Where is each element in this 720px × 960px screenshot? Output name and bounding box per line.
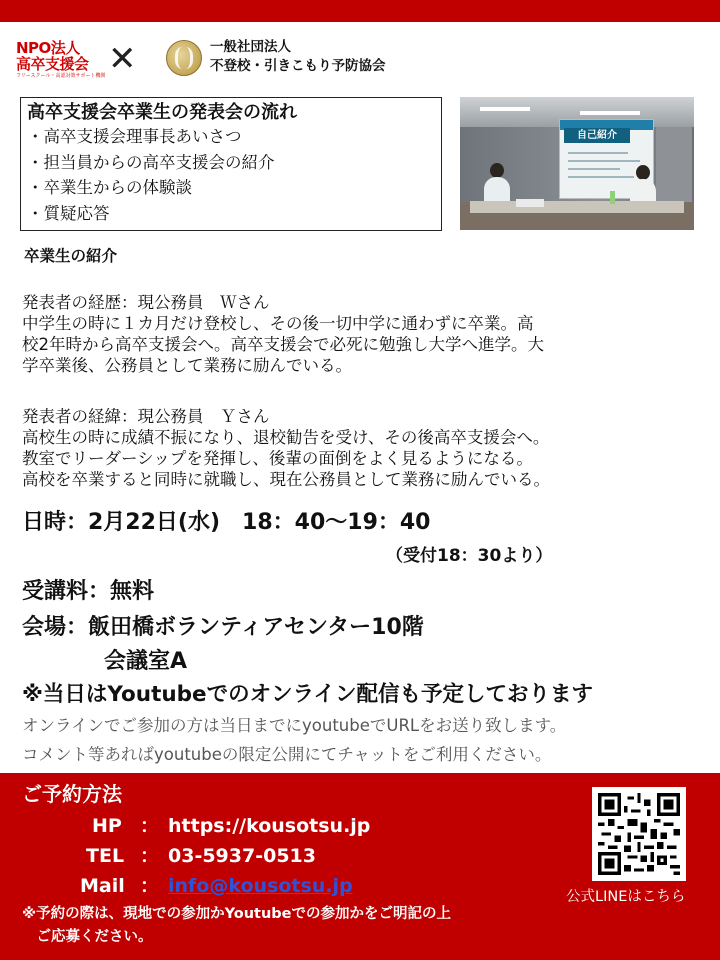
- online-note: オンラインでご参加の方は当日までにyoutubeでURLをお送り致します。: [22, 716, 567, 735]
- mail-colon: ：: [140, 875, 160, 897]
- npo-logo-line1: NPO法人: [16, 39, 80, 57]
- reservation-title: ご予約方法: [22, 782, 122, 806]
- association-seal-icon: [166, 40, 202, 76]
- flow-item: ・卒業生からの体験談: [27, 178, 192, 197]
- graduate-bio-w: [22, 292, 702, 376]
- tel-number[interactable]: 03-5937-0513: [168, 845, 316, 867]
- collaboration-cross-icon: ✕: [108, 39, 137, 79]
- association-name-line2: 不登校・引きこもり予防協会: [210, 58, 386, 74]
- npo-logo-sub: フリースクール・高認対策サポート機関: [16, 73, 106, 79]
- event-room: 会議室A: [104, 649, 188, 674]
- bio-title: 発表者の経緯：現公務員 Ｙさん: [22, 407, 270, 426]
- online-note: コメント等あればyoutubeの限定公開にてチャットをご利用ください。: [22, 745, 552, 764]
- online-notice: ※当日はYoutubeでのオンライン配信も予定しております: [22, 682, 593, 707]
- bio-line: 中学生の時に１カ月だけ登校し、その後一切中学に通わずに卒業。高: [22, 314, 534, 333]
- npo-logo: [16, 39, 106, 80]
- event-flow-title: 高卒支援会卒業生の発表会の流れ: [27, 102, 297, 123]
- bio-line: 教室でリーダーシップを発揮し、後輩の面倒をよく見るようになる。: [22, 449, 533, 468]
- presentation-photo: [460, 97, 694, 230]
- event-fee: 受講料：無料: [22, 579, 155, 604]
- graduates-heading: 卒業生の紹介: [24, 247, 118, 265]
- mail-link[interactable]: info@kousotsu.jp: [168, 875, 353, 897]
- tel-colon: ：: [140, 845, 160, 867]
- header-logos: [16, 36, 436, 86]
- screen-title: 自己紹介: [564, 128, 630, 143]
- qr-caption: 公式LINEはこちら: [566, 889, 686, 905]
- tel-label: TEL: [86, 845, 125, 867]
- hp-url-link[interactable]: https://kousotsu.jp: [168, 815, 371, 837]
- bio-line: 高校を卒業すると同時に就職し、現在公務員として業務に励んでいる。: [22, 470, 550, 489]
- association-name: [210, 38, 386, 76]
- mail-label: Mail: [80, 875, 125, 897]
- top-red-bar: [0, 0, 720, 22]
- flow-item: ・高卒支援会理事長あいさつ: [27, 127, 242, 146]
- line-qr-code[interactable]: [592, 787, 686, 881]
- caution-line: ※予約の際は、現地での参加かYoutubeでの参加かをご明記の上: [22, 906, 452, 922]
- npo-logo-line2: 高卒支援会: [16, 55, 89, 73]
- event-venue: 会場：飯田橋ボランティアセンター10階: [22, 615, 424, 640]
- flow-item: ・担当員からの高卒支援会の紹介: [27, 152, 275, 172]
- reception-time: （受付18：30より）: [386, 546, 553, 566]
- event-flow-box: [20, 97, 442, 231]
- hp-colon: ：: [140, 815, 160, 837]
- flow-item: ・質疑応答: [27, 203, 110, 223]
- bio-line: 学卒業後、公務員として業務に励んでいる。: [22, 356, 352, 375]
- hp-label: HP: [92, 815, 122, 837]
- bio-title: 発表者の経歴：現公務員 Ｗさん: [22, 293, 270, 312]
- bio-line: 校2年時から高卒支援会へ。高卒支援会で必死に勉強し大学へ進学。大: [22, 335, 544, 354]
- association-name-line1: 一般社団法人: [210, 39, 291, 55]
- caution-line: ご応募ください。: [22, 929, 153, 945]
- bio-line: 高校生の時に成績不振になり、退校勧告を受け、その後高卒支援会へ。: [22, 428, 550, 447]
- reservation-caution: [22, 903, 451, 949]
- graduate-bio-y: [22, 406, 702, 490]
- event-datetime: 日時：2月22日(水) 18：40～19：40: [22, 510, 431, 535]
